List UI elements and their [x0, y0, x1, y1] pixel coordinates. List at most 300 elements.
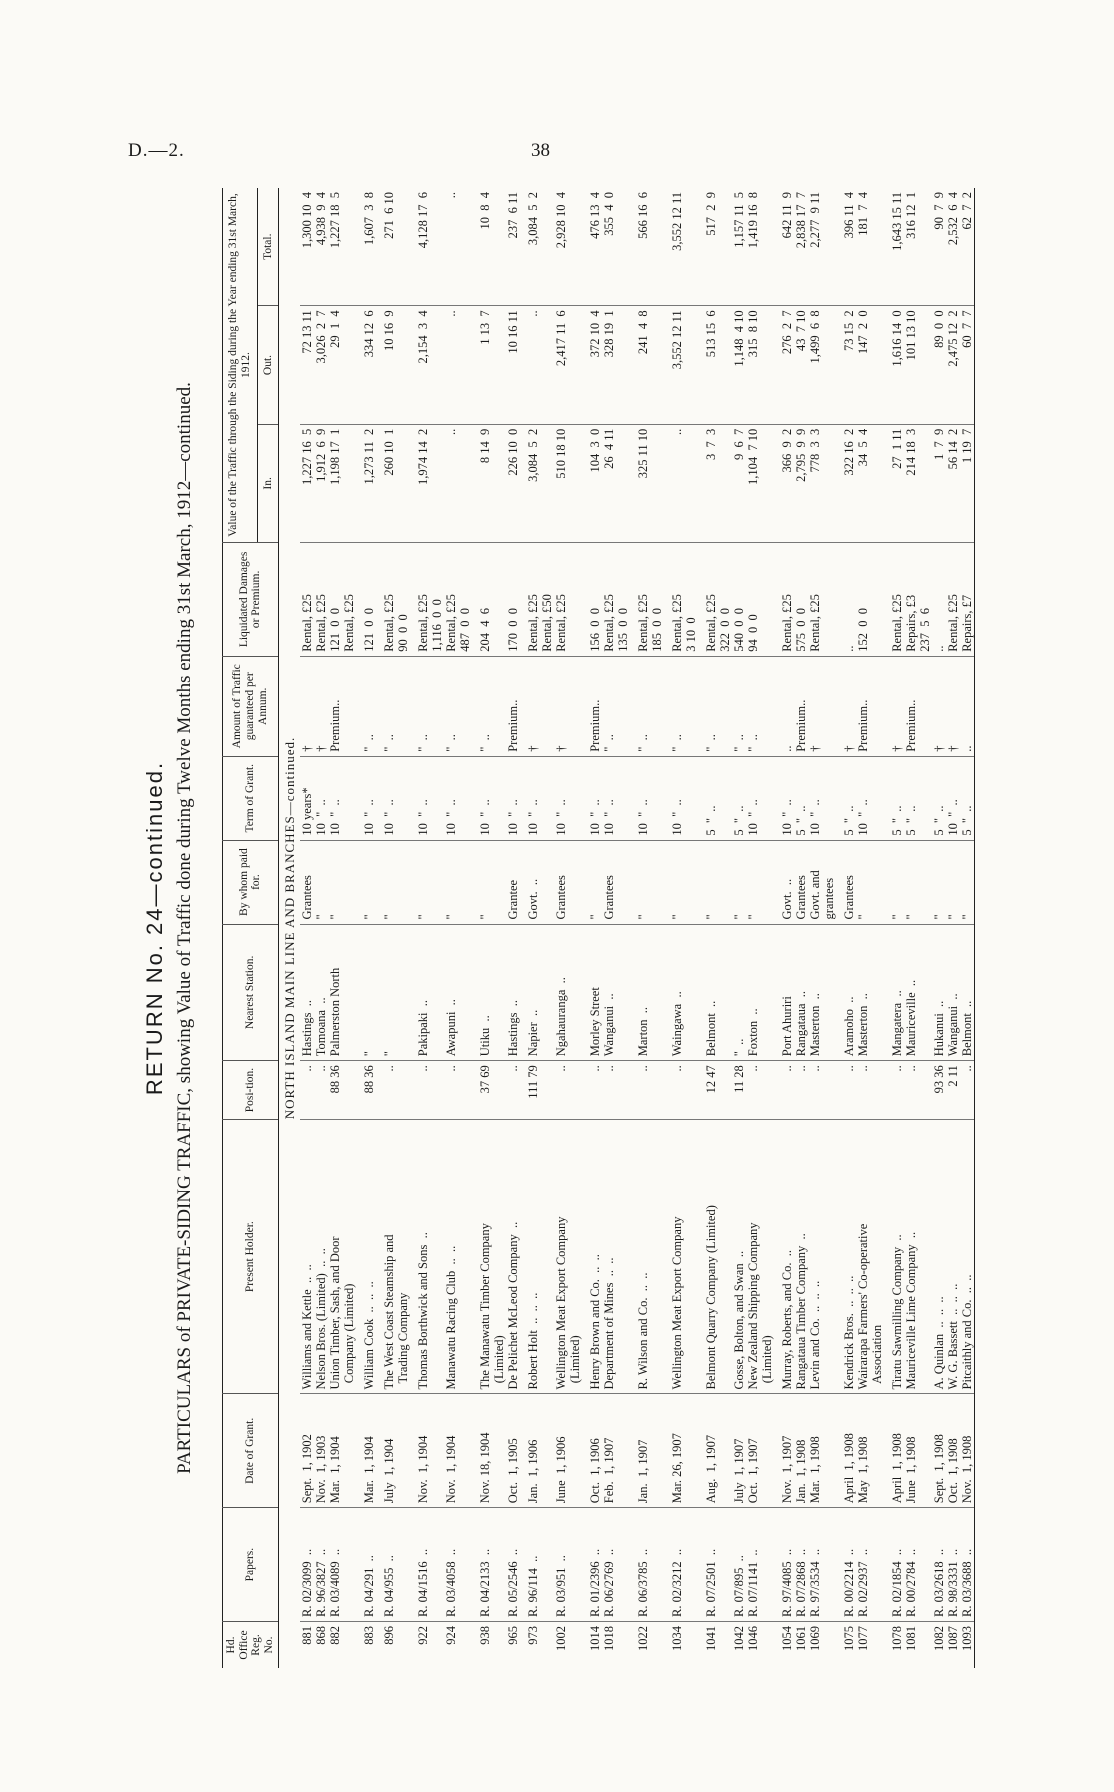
table-row: [554, 188, 582, 1668]
cell-damages: Rental, £25 135 0 0: [602, 543, 630, 657]
col-value-in: In.: [258, 424, 278, 542]
cell-value-total: 90 7 9: [931, 192, 946, 230]
cell-present-holder: Wellington Meat Export Company: [670, 1119, 698, 1394]
cell-value-total: 62 7 2: [960, 188, 975, 306]
cell-damages: Rental, £25 322 0 0: [704, 543, 732, 657]
cell-nearest-station: Wanganui ..: [946, 924, 960, 1061]
cell-nearest-station: " ..: [732, 924, 746, 1061]
cell-position: ..: [904, 1061, 932, 1120]
cell-damages: Rental, £25: [890, 543, 904, 657]
cell-paid-by: Grantees: [602, 840, 630, 924]
cell-present-holder: The Manawatu Timber Company (Limited): [478, 1119, 506, 1394]
col-holder: Present Holder.: [223, 1119, 279, 1394]
cell-guaranteed: Premium..: [588, 656, 602, 756]
cell-value-out: 1,148 4 10: [732, 306, 746, 424]
cell-paid-by: ": [328, 840, 356, 924]
cell-position: ..: [960, 1061, 975, 1120]
cell-term: 10 " ..: [780, 756, 794, 840]
cell-value-out: 513 15 6: [704, 306, 732, 424]
cell-date-of-grant: Nov. 1, 1904: [444, 1394, 472, 1508]
cell-papers: R. 97/4085 ..: [780, 1508, 794, 1622]
col-guaranteed: Amount of Traffic guaranteed per Annum.: [223, 656, 279, 756]
cell-guaranteed: †: [890, 656, 904, 756]
cell-value-in: 56 14 2: [946, 424, 960, 542]
cell-position: 2 11: [946, 1061, 960, 1120]
cell-term: 5 " ..: [732, 756, 746, 840]
cell-position: 37 69: [478, 1061, 506, 1120]
cell-nearest-station: Aramoho ..: [842, 924, 856, 1061]
cell-position: ..: [300, 1061, 314, 1120]
cell-damages: Rental, £25: [780, 543, 794, 657]
cell-date-of-grant: July 1, 1904: [382, 1394, 410, 1508]
cell-position: 11 28: [732, 1061, 746, 1120]
cell-value-out: 3,026 2 7: [314, 306, 328, 424]
cell-term: 10 " ..: [314, 756, 328, 840]
cell-date-of-grant: Sept. 1, 1908: [932, 1394, 946, 1508]
cell-term: 10 " ..: [382, 756, 410, 840]
cell-guaranteed: †: [932, 656, 946, 756]
cell-paid-by: ": [904, 840, 932, 924]
cell-position: ..: [314, 1061, 328, 1120]
table-row: [808, 188, 836, 1668]
cell-reg-no: 1082: [932, 1621, 946, 1668]
cell-term: 10 " ..: [746, 756, 774, 840]
cell-reg-no: 965: [506, 1621, 520, 1668]
cell-present-holder: R. Wilson and Co. .. ..: [636, 1119, 664, 1394]
cell-present-holder: Belmont Quarry Company (Limited): [704, 1119, 732, 1394]
cell-present-holder: Wairarapa Farmers' Co-operative Association: [856, 1119, 884, 1394]
cell-position: ..: [416, 1061, 444, 1120]
cell-term: 10 " ..: [856, 756, 884, 840]
cell-value-total: 316 12 1: [903, 192, 918, 239]
cell-nearest-station: Belmont ..: [960, 924, 975, 1061]
cell-value-total: 2,277 9 11: [807, 192, 822, 248]
cell-value-in: 1,227 16 5: [300, 424, 314, 542]
col-date: Date of Grant.: [223, 1394, 279, 1508]
cell-value-out: 2,154 3 4: [416, 306, 444, 424]
col-ho-no: Hd. Office Reg. No.: [223, 1621, 279, 1668]
cell-papers: R. 04/955 ..: [382, 1508, 410, 1622]
table-row: [314, 188, 328, 1668]
cell-paid-by: ": [444, 840, 472, 924]
cell-guaranteed: " ..: [636, 656, 664, 756]
cell-reg-no: 1075: [842, 1621, 856, 1668]
cell-position: 12 47: [704, 1061, 732, 1120]
cell-value-in: ..: [670, 424, 698, 542]
col-value-total: Total.: [258, 188, 278, 306]
cell-paid-by: ": [732, 840, 746, 924]
cell-date-of-grant: Sept. 1, 1902: [300, 1394, 314, 1508]
cell-damages: 575 0 0: [794, 543, 808, 657]
cell-reg-no: 1002: [554, 1621, 582, 1668]
cell-papers: R. 01/2396 ..: [588, 1508, 602, 1622]
cell-reg-no: 1087: [946, 1621, 960, 1668]
cell-present-holder: William Cook .. .. ..: [362, 1119, 376, 1394]
cell-reg-no: 924: [444, 1621, 472, 1668]
cell-value-in: 366 9 2: [780, 424, 794, 542]
cell-term: 10 " ..: [416, 756, 444, 840]
cell-date-of-grant: April 1, 1908: [890, 1394, 904, 1508]
cell-date-of-grant: Oct. 1, 1905: [506, 1394, 520, 1508]
cell-nearest-station: Wanganui ..: [602, 924, 630, 1061]
col-paid-by: By whom paid for.: [223, 840, 279, 924]
col-value-group: Value of the Traffic through the Siding during the Year ending 31st March, 1912.: [223, 188, 258, 543]
cell-nearest-station: Foxton ..: [746, 924, 774, 1061]
cell-value-total: 3,084 5 2: [525, 192, 540, 246]
cell-nearest-station: Utiku ..: [478, 924, 506, 1061]
cell-value-in: 1,912 6 9: [314, 424, 328, 542]
cell-date-of-grant: Feb. 1, 1907: [602, 1394, 630, 1508]
table-row: [704, 188, 732, 1668]
cell-date-of-grant: Nov. 1, 1903: [314, 1394, 328, 1508]
cell-value-in: 1,104 7 10: [746, 424, 774, 542]
cell-value-total: 237 6 11: [505, 192, 520, 239]
cell-position: ..: [602, 1061, 630, 1120]
cell-papers: R. 06/3785 ..: [636, 1508, 664, 1622]
cell-papers: R. 96/114 ..: [526, 1508, 554, 1622]
cell-present-holder: Murray, Roberts, and Co. ..: [780, 1119, 794, 1394]
cell-present-holder: Levin and Co. .. .. ..: [808, 1119, 836, 1394]
cell-value-in: 104 3 0: [588, 424, 602, 542]
cell-value-total: ..: [443, 192, 458, 199]
cell-present-holder: Pitcaithly and Co. .. ..: [960, 1119, 975, 1394]
table-row: [328, 188, 356, 1668]
cell-term: 10 " ..: [808, 756, 836, 840]
cell-nearest-station: Mangatera ..: [890, 924, 904, 1061]
cell-paid-by: ": [478, 840, 506, 924]
cell-papers: R. 97/3534 ..: [808, 1508, 836, 1622]
cell-value-out: 29 1 4: [328, 306, 356, 424]
cell-term: 5 " ..: [960, 756, 975, 840]
table-row: [746, 188, 774, 1668]
cell-papers: R. 04/291 ..: [362, 1508, 376, 1622]
cell-damages: Rental, £25: [314, 543, 328, 657]
cell-papers: R. 07/1141 ..: [746, 1508, 774, 1622]
table-row: [444, 188, 472, 1668]
cell-guaranteed: " ..: [362, 656, 376, 756]
cell-term: 10 " ..: [444, 756, 472, 840]
cell-reg-no: 1077: [856, 1621, 884, 1668]
page-number: 38: [531, 140, 550, 161]
cell-nearest-station: Hastings ..: [300, 924, 314, 1061]
cell-value-total: 517 2 9: [703, 192, 718, 236]
cell-damages: Rental, £25 185 0 0: [636, 543, 664, 657]
cell-value-in: 510 18 10: [554, 424, 582, 542]
cell-paid-by: Grantees: [842, 840, 856, 924]
cell-papers: R. 96/3827 ..: [314, 1508, 328, 1622]
cell-present-holder: Rangataua Timber Company ..: [794, 1119, 808, 1394]
cell-nearest-station: ": [382, 924, 410, 1061]
cell-value-out: 372 10 4: [588, 306, 602, 424]
cell-nearest-station: Hukanui ..: [932, 924, 946, 1061]
cell-term: 10 " ..: [636, 756, 664, 840]
cell-value-out: 241 4 8: [636, 306, 664, 424]
cell-nearest-station: Napier ..: [526, 924, 554, 1061]
cell-term: 5 " ..: [704, 756, 732, 840]
cell-paid-by: Grantee: [506, 840, 520, 924]
cell-guaranteed: " ..: [602, 656, 630, 756]
cell-papers: R. 07/895 ..: [732, 1508, 746, 1622]
cell-guaranteed: †: [808, 656, 836, 756]
cell-damages: Rental, £25: [946, 543, 960, 657]
cell-damages: 540 0 0: [732, 543, 746, 657]
cell-position: 93 36: [932, 1061, 946, 1120]
table-title: PARTICULARS of PRIVATE-SIDING TRAFFIC, showing Value of Traffic done during Twelve Months ending 31st March, 1912—continued.: [174, 382, 195, 1474]
cell-value-total: 476 13 4: [587, 192, 602, 239]
cell-present-holder: Gosse, Bolton, and Swan ..: [732, 1119, 746, 1394]
cell-guaranteed: †: [842, 656, 856, 756]
cell-nearest-station: Waingawa ..: [670, 924, 698, 1061]
cell-value-total: 396 11 4: [841, 192, 856, 239]
cell-value-in: 3,084 5 2: [526, 424, 554, 542]
cell-paid-by: ": [362, 840, 376, 924]
cell-reg-no: 1093: [960, 1621, 975, 1668]
cell-guaranteed: Premium..: [328, 656, 356, 756]
cell-papers: R. 05/2546 ..: [506, 1508, 520, 1622]
cell-paid-by: ": [856, 840, 884, 924]
cell-position: ..: [746, 1061, 774, 1120]
cell-value-total: 2,928 10 4: [553, 192, 568, 249]
cell-damages: ..: [932, 543, 946, 657]
cell-papers: R. 03/3688 ..: [960, 1508, 975, 1622]
cell-damages: Rental, £25: [300, 543, 314, 657]
cell-value-in: 325 11 10: [636, 424, 664, 542]
cell-paid-by: Grantees: [300, 840, 314, 924]
cell-papers: R. 00/2784 ..: [904, 1508, 932, 1622]
cell-guaranteed: Premium..: [904, 656, 932, 756]
cell-value-out: 328 19 1: [602, 306, 630, 424]
cell-papers: R. 06/2769 ..: [602, 1508, 630, 1622]
cell-paid-by: ": [416, 840, 444, 924]
cell-damages: Rental, £25: [808, 543, 836, 657]
cell-value-total: 10 8 4: [477, 192, 492, 230]
cell-paid-by: Govt. ..: [780, 840, 794, 924]
cell-damages: Rental, £25 487 0 0: [444, 543, 472, 657]
cell-guaranteed: †: [946, 656, 960, 756]
cell-present-holder: Kendrick Bros. .. .. ..: [842, 1119, 856, 1394]
cell-value-out: 10 16 9: [382, 306, 410, 424]
cell-paid-by: Grantees: [554, 840, 582, 924]
table-row: [416, 188, 444, 1668]
cell-papers: R. 03/951 ..: [554, 1508, 582, 1622]
cell-value-total: 1,419 16 8: [745, 192, 760, 249]
cell-reg-no: 1054: [780, 1621, 794, 1668]
cell-papers: R. 02/1854 ..: [890, 1508, 904, 1622]
cell-date-of-grant: Nov. 1, 1908: [960, 1394, 975, 1508]
cell-position: ..: [670, 1061, 698, 1120]
cell-present-holder: W. G. Bassett .. .. ..: [946, 1119, 960, 1394]
cell-position: ..: [506, 1061, 520, 1120]
cell-date-of-grant: Jan. 1, 1907: [636, 1394, 664, 1508]
section-title: NORTH ISLAND MAIN LINE AND BRANCHES—continued.: [281, 736, 297, 1120]
cell-paid-by: ": [314, 840, 328, 924]
table-row: [526, 188, 554, 1668]
cell-present-holder: Nelson Bros. (Limited) .. ..: [314, 1119, 328, 1394]
cell-present-holder: The West Coast Steamship and Trading Company: [382, 1119, 410, 1394]
cell-value-out: 72 13 11: [300, 306, 314, 424]
cell-date-of-grant: April 1, 1908: [842, 1394, 856, 1508]
cell-value-in: 34 5 4: [856, 424, 884, 542]
cell-paid-by: Grantees: [794, 840, 808, 924]
cell-value-out: 101 13 10: [904, 306, 932, 424]
cell-position: 88 36: [328, 1061, 356, 1120]
cell-paid-by: ": [960, 840, 975, 924]
table-row: [856, 188, 884, 1668]
cell-guaranteed: Premium..: [506, 656, 520, 756]
cell-guaranteed: " ..: [416, 656, 444, 756]
cell-present-holder: Wellington Meat Export Company (Limited): [554, 1119, 582, 1394]
cell-guaranteed: " ..: [670, 656, 698, 756]
cell-present-holder: Mauriceville Lime Company ..: [904, 1119, 932, 1394]
cell-reg-no: 868: [314, 1621, 328, 1668]
cell-position: ..: [444, 1061, 472, 1120]
cell-value-total: 2,532 6 4: [945, 192, 960, 246]
return-title: RETURN No. 24—continued.: [142, 760, 167, 1096]
cell-date-of-grant: Mar. 1, 1904: [362, 1394, 376, 1508]
cell-reg-no: 1034: [670, 1621, 698, 1668]
cell-date-of-grant: Nov. 18, 1904: [478, 1394, 506, 1508]
cell-present-holder: Union Timber, Sash, and Door Company (Limited): [328, 1119, 356, 1394]
table-row: [362, 188, 376, 1668]
cell-value-out: 73 15 2: [842, 306, 856, 424]
cell-value-out: 1,616 14 0: [890, 306, 904, 424]
cell-damages: 152 0 0: [856, 543, 884, 657]
cell-date-of-grant: Mar. 1, 1904: [328, 1394, 356, 1508]
cell-date-of-grant: Oct. 1, 1906: [588, 1394, 602, 1508]
table-row: [904, 188, 932, 1668]
cell-term: 10 " ..: [554, 756, 582, 840]
cell-value-total: 1,300 10 4: [299, 192, 314, 249]
cell-present-holder: Tiratu Sawmilling Company ..: [890, 1119, 904, 1394]
cell-value-total: 355 4 0: [601, 192, 616, 236]
cell-nearest-station: Hastings ..: [506, 924, 520, 1061]
cell-reg-no: 1018: [602, 1621, 630, 1668]
cell-term: 5 " ..: [842, 756, 856, 840]
cell-damages: 170 0 0: [506, 543, 520, 657]
cell-position: ..: [808, 1061, 836, 1120]
cell-date-of-grant: June 1, 1908: [904, 1394, 932, 1508]
cell-value-total: 1,643 15 11: [889, 192, 904, 251]
cell-papers: R. 98/3331 ..: [946, 1508, 960, 1622]
cell-term: 10 " ..: [328, 756, 356, 840]
cell-paid-by: ": [670, 840, 698, 924]
cell-value-out: 60 7 7: [960, 306, 975, 424]
traffic-table: [222, 188, 975, 1668]
cell-nearest-station: Masterton ..: [856, 924, 884, 1061]
page-code: D.—2.: [128, 140, 185, 161]
cell-value-in: 1,273 11 2: [362, 424, 376, 542]
table-row: [588, 188, 602, 1668]
table-row: [602, 188, 630, 1668]
cell-damages: Repairs, £3 237 5 6: [904, 543, 932, 657]
cell-date-of-grant: Oct. 1, 1907: [746, 1394, 774, 1508]
table-row: [382, 188, 410, 1668]
cell-value-in: 27 1 11: [890, 424, 904, 542]
table-row: [670, 188, 698, 1668]
cell-reg-no: 1046: [746, 1621, 774, 1668]
cell-present-holder: Henry Brown and Co. .. ..: [588, 1119, 602, 1394]
cell-term: 10 " ..: [946, 756, 960, 840]
cell-value-out: 334 12 6: [362, 306, 376, 424]
table-row: [946, 188, 960, 1668]
cell-value-in: 2,795 9 9: [794, 424, 808, 542]
cell-damages: Rental, £25 1,116 0 0: [416, 543, 444, 657]
cell-reg-no: 1078: [890, 1621, 904, 1668]
cell-guaranteed: " ..: [704, 656, 732, 756]
cell-paid-by: ": [946, 840, 960, 924]
cell-term: 10 " ..: [506, 756, 520, 840]
cell-value-out: 2,475 12 2: [946, 306, 960, 424]
col-damages: Liquidated Damages or Premium.: [223, 543, 279, 657]
cell-papers: R. 03/4089 ..: [328, 1508, 356, 1622]
cell-guaranteed: †: [554, 656, 582, 756]
table-row: [732, 188, 746, 1668]
cell-paid-by: ": [704, 840, 732, 924]
cell-damages: 94 0 0: [746, 543, 774, 657]
cell-value-in: 778 3 3: [808, 424, 836, 542]
cell-reg-no: 883: [362, 1621, 376, 1668]
cell-position: ..: [856, 1061, 884, 1120]
cell-date-of-grant: Jan. 1, 1908: [794, 1394, 808, 1508]
cell-papers: R. 02/3212 ..: [670, 1508, 698, 1622]
cell-nearest-station: ": [362, 924, 376, 1061]
cell-papers: R. 04/1516 ..: [416, 1508, 444, 1622]
cell-value-total: 1,607 3 8: [361, 192, 376, 246]
cell-paid-by: ": [636, 840, 664, 924]
cell-term: 10 years*: [300, 756, 314, 840]
cell-nearest-station: Awapuni ..: [444, 924, 472, 1061]
table-row: [960, 188, 975, 1668]
table-row: [890, 188, 904, 1668]
cell-papers: R. 00/2214 ..: [842, 1508, 856, 1622]
cell-term: 10 " ..: [588, 756, 602, 840]
cell-value-in: 1 19 7: [960, 424, 975, 542]
cell-guaranteed: " ..: [444, 656, 472, 756]
cell-reg-no: 1081: [904, 1621, 932, 1668]
cell-nearest-station: Morley Street: [588, 924, 602, 1061]
cell-reg-no: 922: [416, 1621, 444, 1668]
cell-value-in: 1,198 17 1: [328, 424, 356, 542]
cell-guaranteed: " ..: [746, 656, 774, 756]
cell-value-total: 271 6 10: [381, 192, 396, 239]
cell-value-in: 3 7 3: [704, 424, 732, 542]
cell-date-of-grant: June 1, 1906: [554, 1394, 582, 1508]
cell-papers: R. 07/2501 ..: [704, 1508, 732, 1622]
cell-value-in: 9 6 7: [732, 424, 746, 542]
cell-reg-no: 1061: [794, 1621, 808, 1668]
cell-nearest-station: Mauriceville ..: [904, 924, 932, 1061]
cell-papers: R. 02/3099 ..: [300, 1508, 314, 1622]
cell-value-in: 226 10 0: [506, 424, 520, 542]
cell-value-out: 1,499 6 8: [808, 306, 836, 424]
cell-nearest-station: Tomoana ..: [314, 924, 328, 1061]
cell-guaranteed: †: [314, 656, 328, 756]
cell-nearest-station: Port Ahuriri: [780, 924, 794, 1061]
cell-reg-no: 1069: [808, 1621, 836, 1668]
table-row: [636, 188, 664, 1668]
cell-term: 10 " ..: [362, 756, 376, 840]
cell-damages: 156 0 0: [588, 543, 602, 657]
cell-damages: 121 0 0 Rental, £25: [328, 543, 356, 657]
cell-term: 10 " ..: [670, 756, 698, 840]
cell-reg-no: 1042: [732, 1621, 746, 1668]
cell-value-total: 642 11 9: [779, 192, 794, 239]
cell-reg-no: 881: [300, 1621, 314, 1668]
cell-value-out: 315 8 10: [746, 306, 774, 424]
cell-value-in: 260 10 1: [382, 424, 410, 542]
col-term: Term of Grant.: [223, 756, 279, 840]
cell-value-out: 276 2 7: [780, 306, 794, 424]
